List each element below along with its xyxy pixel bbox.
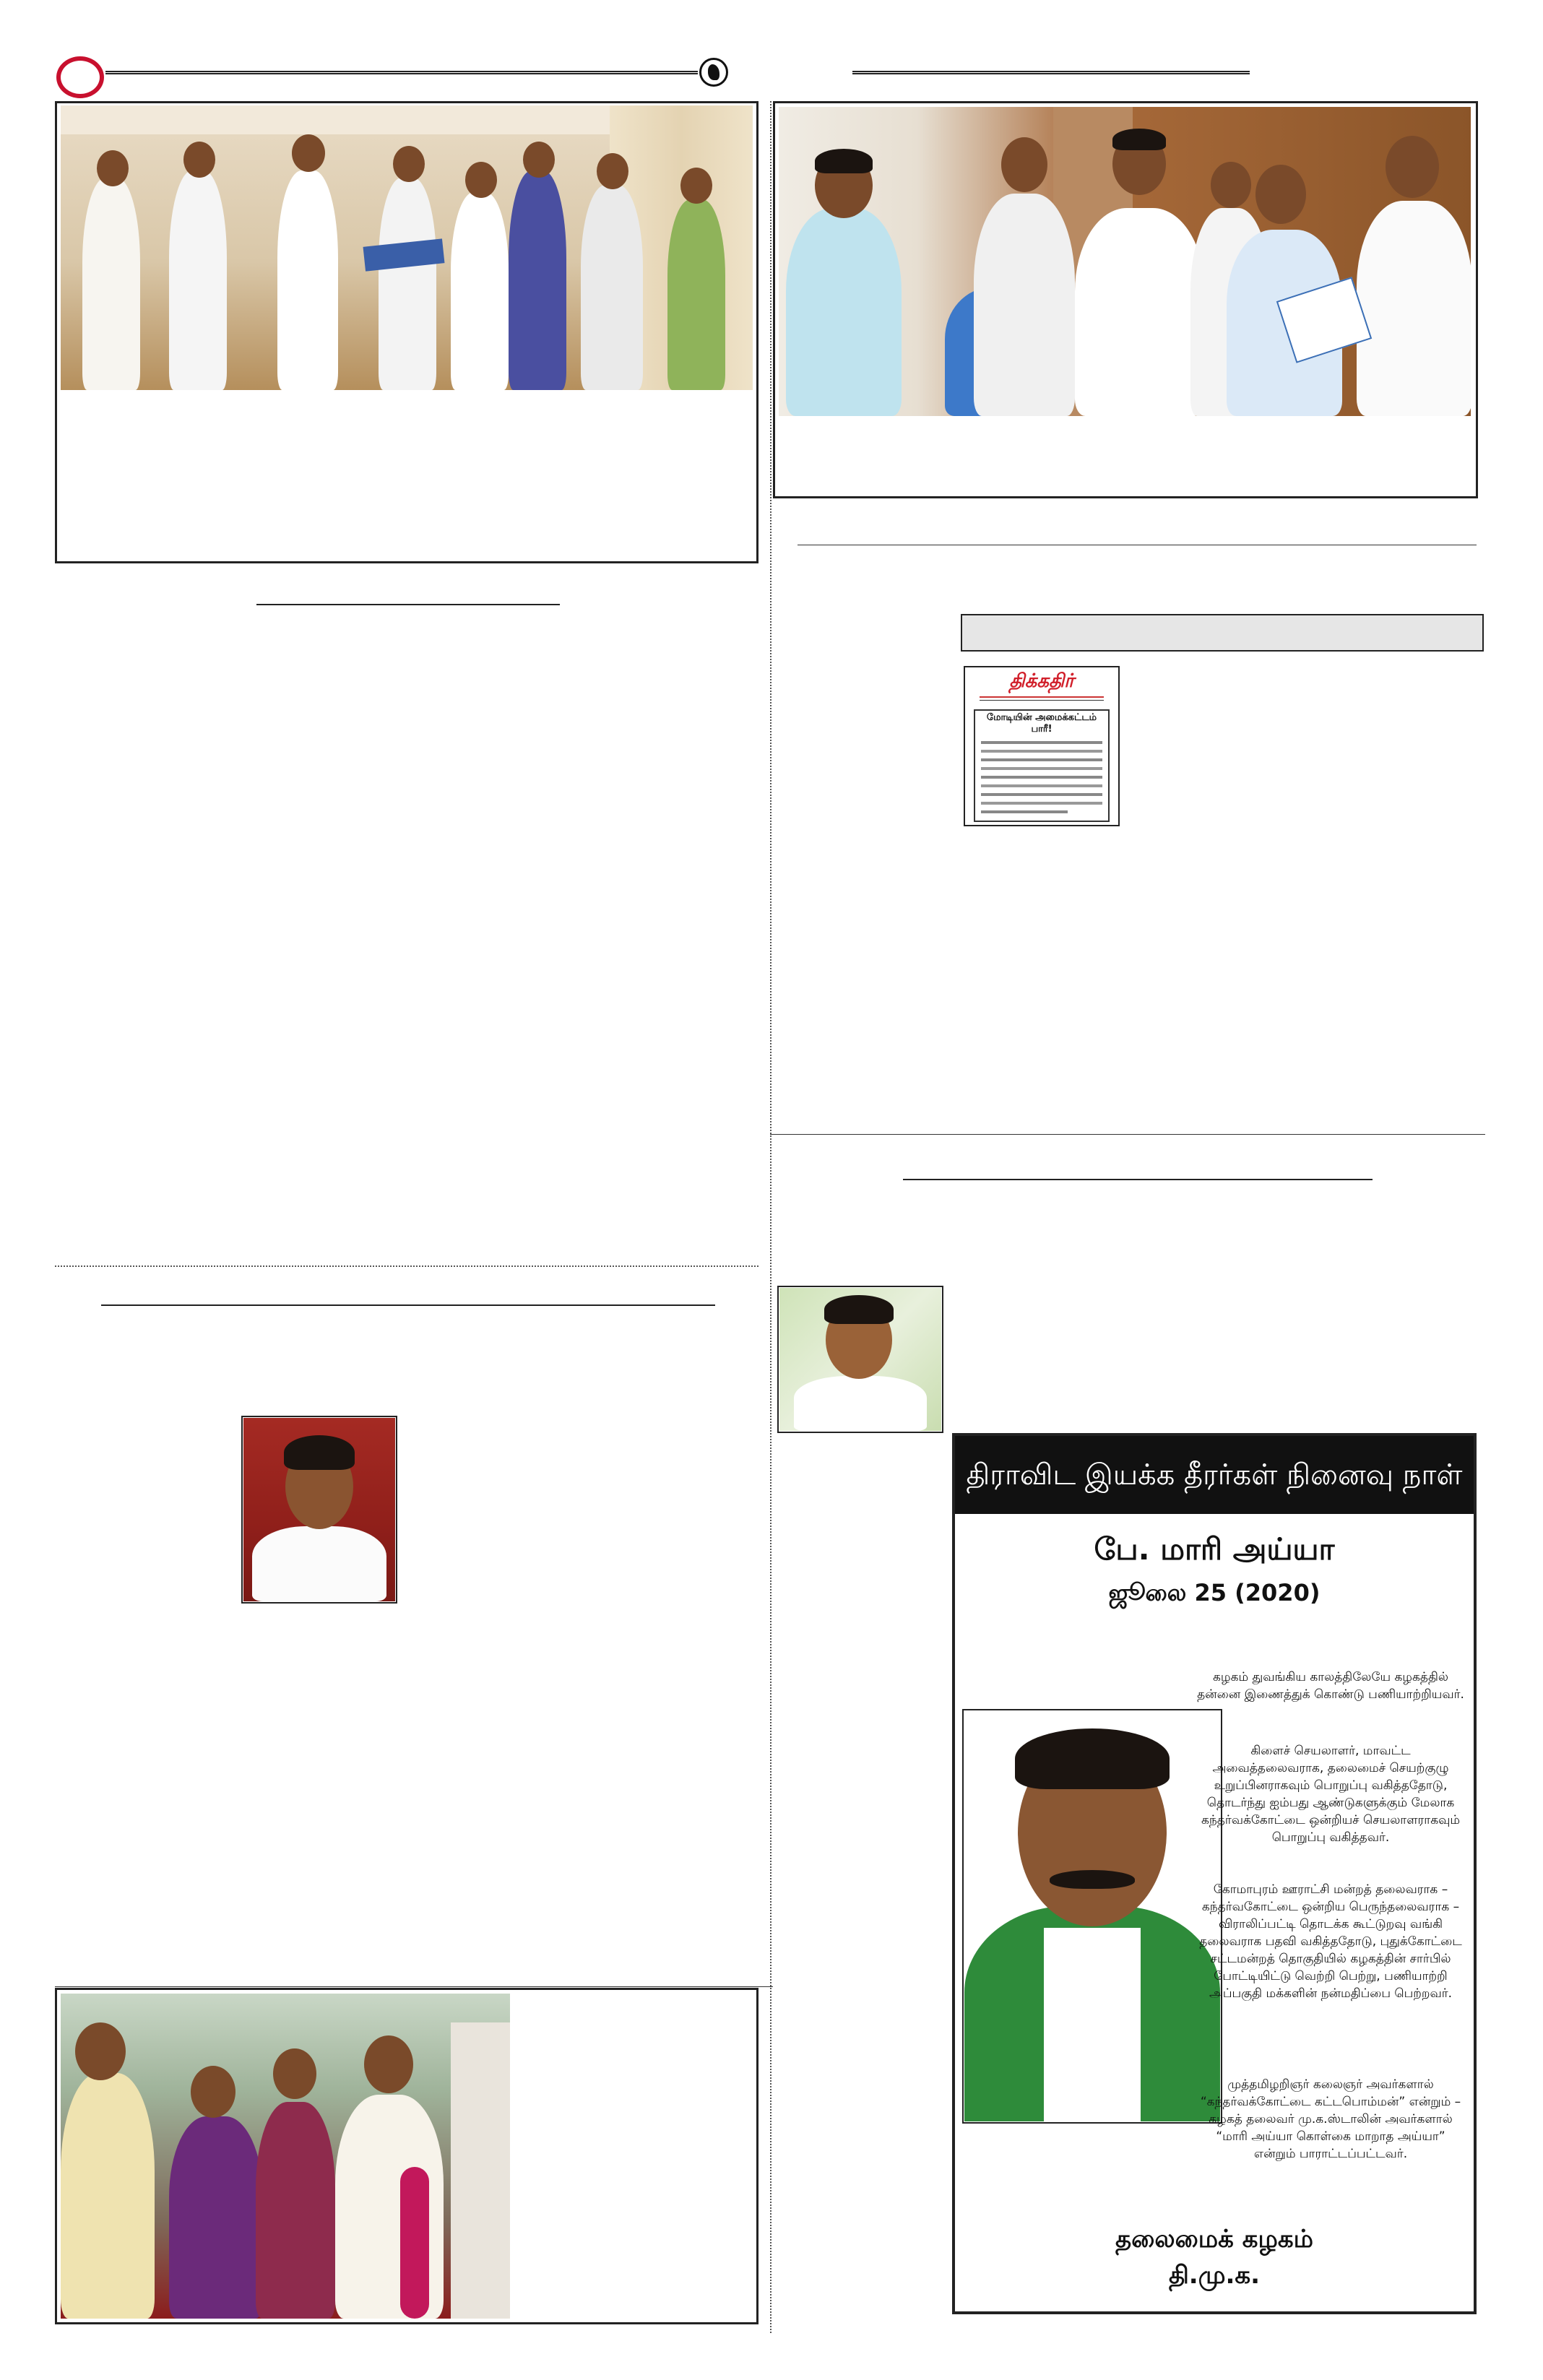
memorial-paragraph-1: கழகம் துவங்கிய காலத்திலேயே கழகத்தில் தன்னை இணைத்துக் கொண்டு பணியாற்றியவர். bbox=[1197, 1670, 1464, 1702]
newspaper-clip-title: திக்கதிர் bbox=[1009, 670, 1074, 692]
clipping-header-bar bbox=[961, 614, 1484, 652]
section-divider-left bbox=[55, 1265, 758, 1267]
section-divider-bottom-left bbox=[55, 1986, 773, 1987]
article-rule-left-2 bbox=[101, 1304, 715, 1306]
group-photo-lamp-lighting bbox=[61, 1994, 510, 2319]
group-photo-award-ceremony bbox=[61, 105, 753, 390]
memorial-date: ஜூலை 25 (2020) bbox=[1108, 1579, 1321, 1606]
masthead-rule bbox=[105, 71, 698, 74]
memorial-banner: திராவிட இயக்க தீரர்கள் நினைவு நாள் bbox=[955, 1436, 1474, 1514]
memorial-name: பே. மாரி அய்யா bbox=[1094, 1531, 1335, 1567]
memorial-portrait-photo bbox=[964, 1711, 1220, 2121]
memorial-paragraph-3: கோமாபுரம் ஊராட்சி மன்றத் தலைவராக – கந்தர்வகோட்டை ஒன்றிய பெருந்தலைவராக – விராலிப்பட்டி தொடக்க கூட்டுறவு வங்கி தலைவராக பதவி வகித்ததோடு, புதுக்கோட்டை சட்டமன்றத் தொகுதியில் கழகத்தின் சார்பில் போட்டியிட்டு வெற்றி பெற்று, பணியாற்றி அப்பகுதி மக்களின் நன்மதிப்பை பெற்றவர். bbox=[1199, 1882, 1462, 2001]
section-divider-right bbox=[770, 1134, 1485, 1135]
newspaper-clipping bbox=[964, 666, 1120, 826]
column-divider bbox=[770, 101, 772, 2333]
party-emblem-icon bbox=[699, 58, 728, 87]
newspaper-clip-headline: மோடியின் அமைக்கட்டம் பாரீ! bbox=[986, 712, 1097, 735]
group-photo-petition bbox=[779, 107, 1471, 416]
memorial-footer-1: தலைமைக் கழகம் bbox=[1115, 2225, 1313, 2254]
portrait-left-photo bbox=[243, 1418, 395, 1601]
article-rule-right-2 bbox=[903, 1179, 1373, 1180]
masthead-rule-right bbox=[852, 71, 1250, 74]
page-badge-circle-icon bbox=[56, 56, 104, 98]
memorial-footer-2: தி.மு.க. bbox=[1168, 2261, 1261, 2290]
memorial-paragraph-2: கிளைச் செயலாளர், மாவட்ட அவைத்தலைவராக, தலைமைச் செயற்குழு உறுப்பினராகவும் பொறுப்பு வகித்ததோடு, தொடர்ந்து ஐம்பது ஆண்டுகளுக்கும் மேலாக கந்தர்வக்கோட்டை ஒன்றியச் செயலாளராகவும் பொறுப்பு வகித்தவர். bbox=[1201, 1744, 1461, 1845]
article-rule-left-1 bbox=[256, 604, 560, 605]
memorial-paragraph-4: முத்தமிழறிஞர் கலைஞர் அவர்களால் “கந்தர்வக்கோட்டை கட்டபொம்மன்” என்றும் – கழகத் தலைவர் மு.க.ஸ்டாலின் அவர்களால் “மாரி அய்யா கொள்கை மாறாத அய்யா” என்றும் பாராட்டப்பட்டவர். bbox=[1200, 2077, 1461, 2161]
portrait-right-photo bbox=[779, 1288, 941, 1431]
